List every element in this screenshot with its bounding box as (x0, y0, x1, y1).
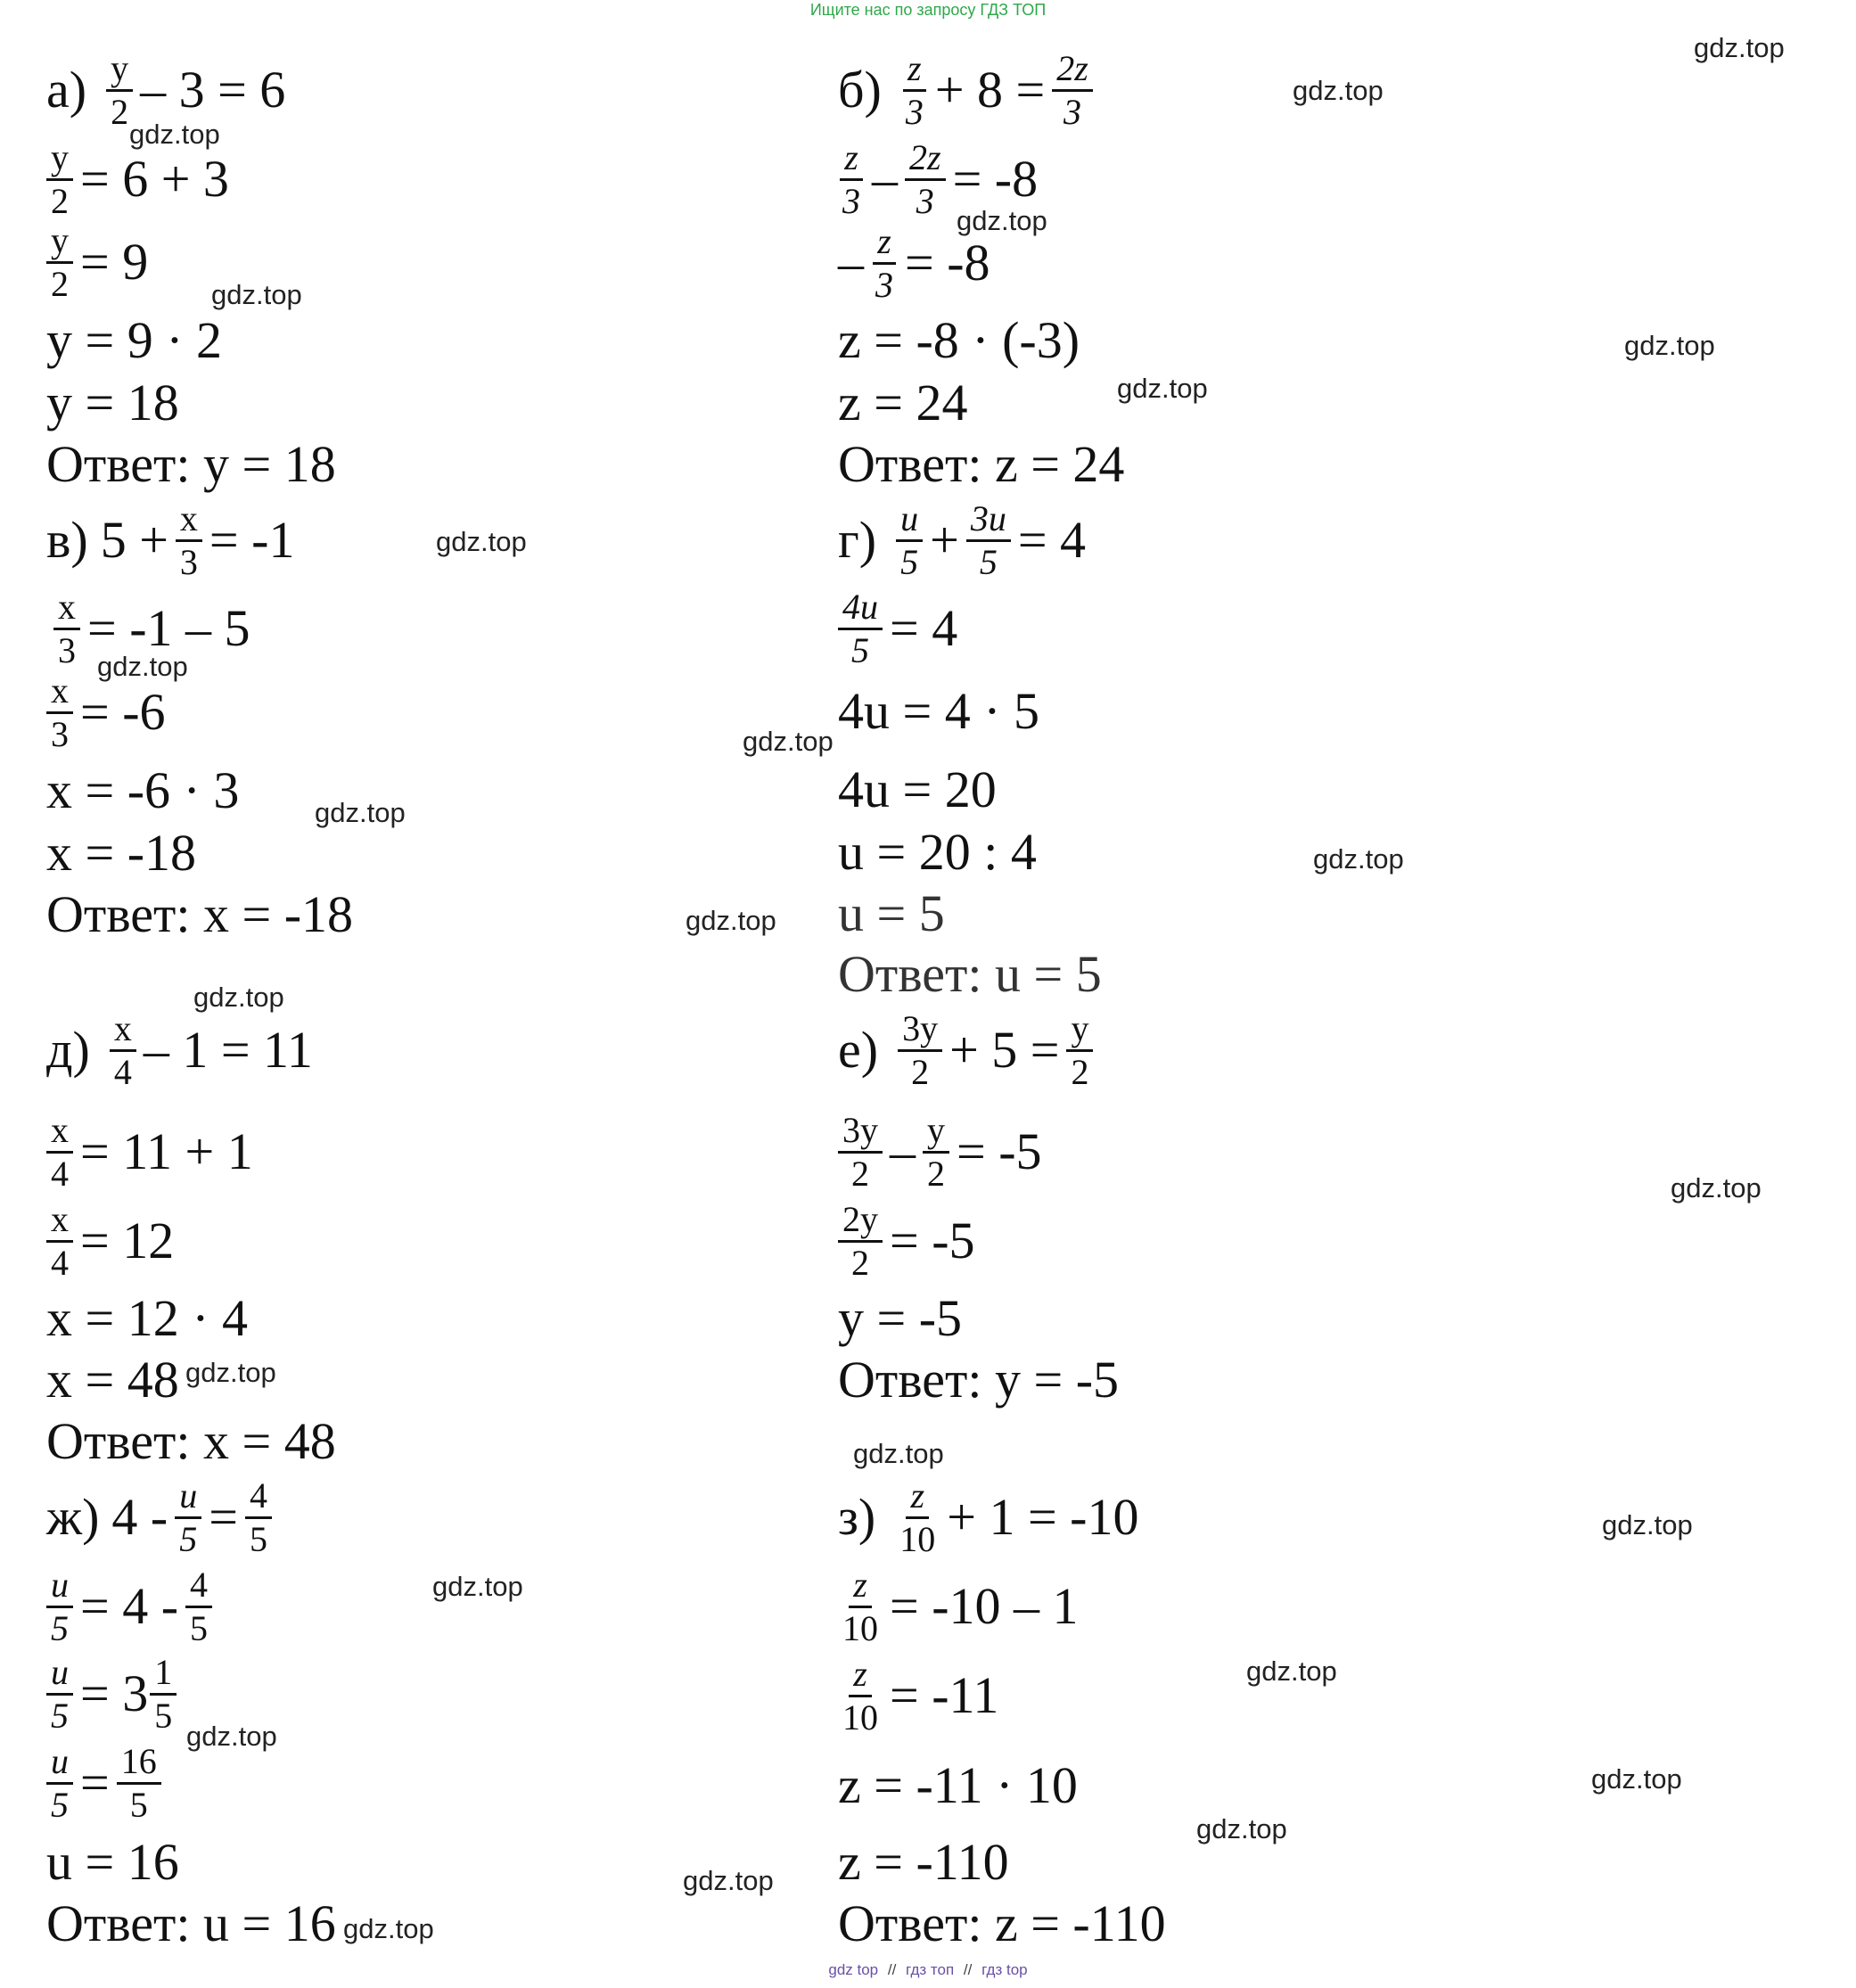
equation-mid: = 3 (80, 1664, 149, 1722)
fraction: $\frac{z}{10}$ (842, 1653, 878, 1737)
fraction: $\frac{16}{5}$ (117, 1744, 161, 1823)
problem-label: з) (838, 1488, 876, 1546)
problem-d-answer: Ответ: x = 48 (46, 1412, 336, 1470)
watermark: gdz.top (315, 797, 406, 828)
problem-label: е) (838, 1021, 879, 1079)
fraction: $\frac{u}{5}$ (175, 1478, 201, 1557)
watermark: gdz.top (1624, 330, 1715, 361)
watermark: gdz.top (1293, 75, 1384, 106)
problem-g-line-5: u = 20 : 4 (838, 823, 1037, 881)
problem-a-line-3 (46, 219, 149, 304)
fraction: $\frac{u}{5}$ (46, 1655, 73, 1734)
watermark: gdz.top (1313, 843, 1404, 875)
problem-b-line-1 (838, 47, 1100, 132)
watermark: gdz.top (686, 905, 776, 936)
watermark: gdz.top (436, 526, 527, 557)
problem-label: в) (46, 511, 88, 569)
fraction: $\frac{x}{4}$ (110, 1011, 136, 1090)
fraction: $\frac{3y}{2}$ (838, 1113, 883, 1192)
problem-g-line-6: u = 5 (838, 884, 945, 942)
problem-zh-answer: Ответ: u = 16 (46, 1894, 336, 1952)
equation-rest: = 4 (1017, 511, 1087, 569)
equation-rest: = 12 (80, 1212, 175, 1269)
fraction: $\frac{z}{3}$ (871, 224, 898, 303)
fraction: $\frac{2y}{2}$ (838, 1202, 883, 1281)
fraction: $\frac{2z}{3}$ (1052, 51, 1093, 130)
problem-zh-line-3 (46, 1651, 184, 1736)
problem-d-line-5: x = 48 (46, 1351, 179, 1409)
fraction: $\frac{u}{5}$ (896, 501, 923, 580)
equation-rest: = -5 (890, 1212, 975, 1269)
fraction: $\frac{z}{3}$ (838, 140, 865, 219)
problem-z-line-4: z = -11 · 10 (838, 1756, 1078, 1814)
fraction: $\frac{y}{2}$ (106, 51, 133, 130)
problem-v-line-3 (46, 672, 166, 752)
footer-link[interactable]: гдз top (981, 1961, 1028, 1978)
equation-mid: – (872, 150, 898, 208)
problem-v-line-5: x = -18 (46, 824, 197, 882)
problem-g-line-4: 4u = 20 (838, 760, 997, 818)
fraction: $\frac{4}{5}$ (245, 1478, 272, 1557)
watermark: gdz.top (97, 651, 188, 682)
fraction: $\frac{y}{2}$ (923, 1113, 949, 1192)
watermark: gdz.top (211, 279, 302, 310)
equation-mid: + 8 = (934, 61, 1046, 119)
fraction: $\frac{y}{2}$ (46, 140, 73, 219)
problem-b-line-5: z = 24 (838, 374, 968, 431)
footer-links (0, 1961, 1856, 1979)
equation-pre: 5 + (100, 511, 168, 569)
problem-label: ж) (46, 1488, 100, 1546)
problem-label: а) (46, 61, 87, 119)
problem-label: д) (46, 1021, 90, 1079)
footer-separator: // (887, 1961, 897, 1978)
watermark: gdz.top (683, 1865, 774, 1896)
equation-pre: – (838, 234, 864, 292)
problem-g-line-1 (838, 497, 1087, 582)
watermark: gdz.top (957, 205, 1047, 236)
problem-v-line-4: x = -6 · 3 (46, 761, 240, 819)
fraction: $\frac{y}{2}$ (1066, 1011, 1093, 1090)
equation-mid: = (80, 1754, 110, 1811)
equation-mid: + 5 = (949, 1021, 1060, 1079)
fraction: $\frac{x}{3}$ (46, 673, 73, 752)
problem-z-line-3 (838, 1655, 998, 1736)
problem-a-line-4: y = 9 · 2 (46, 311, 223, 369)
problem-a-answer: Ответ: y = 18 (46, 435, 336, 493)
problem-e-answer: Ответ: y = -5 (838, 1351, 1120, 1409)
fraction: $\frac{z}{10}$ (899, 1475, 936, 1559)
problem-zh-line-1 (46, 1477, 279, 1557)
equation-rest: = 6 + 3 (80, 150, 229, 208)
problem-zh-line-2 (46, 1566, 219, 1647)
fraction: $\frac{4u}{5}$ (838, 589, 883, 669)
equation-rest: – 3 = 6 (140, 61, 286, 119)
watermark: gdz.top (1591, 1763, 1682, 1795)
watermark: gdz.top (343, 1913, 434, 1944)
watermark: gdz.top (1602, 1509, 1693, 1540)
top-banner[interactable]: Ищите нас по запросу ГДЗ ТОП (809, 1, 1047, 19)
watermark: gdz.top (1117, 373, 1208, 404)
watermark: gdz.top (193, 982, 284, 1013)
equation-rest: = 9 (80, 233, 149, 291)
equation-rest: + 1 = -10 (947, 1488, 1139, 1546)
equation-rest: = -1 – 5 (87, 599, 250, 657)
watermark: gdz.top (186, 1721, 277, 1752)
problem-d-line-3 (46, 1198, 175, 1283)
problem-e-line-3 (838, 1198, 975, 1283)
problem-a-line-5: y = 18 (46, 374, 179, 431)
problem-label: б) (838, 61, 882, 119)
fraction: $\frac{u}{5}$ (46, 1744, 73, 1823)
equation-rest: – 1 = 11 (143, 1021, 313, 1079)
watermark: gdz.top (185, 1357, 276, 1388)
watermark: gdz.top (1671, 1172, 1762, 1203)
fraction: $\frac{4}{5}$ (185, 1567, 212, 1647)
equation-pre: 4 - (111, 1488, 168, 1546)
fraction: $\frac{1}{5}$ (150, 1655, 177, 1734)
equation-rest: = -10 – 1 (890, 1577, 1079, 1635)
problem-e-line-4: y = -5 (838, 1289, 963, 1347)
problem-z-answer: Ответ: z = -110 (838, 1894, 1166, 1952)
footer-link[interactable]: gdz top (828, 1961, 879, 1978)
problem-g-answer: Ответ: u = 5 (838, 945, 1102, 1003)
problem-z-line-2 (838, 1566, 1079, 1647)
problem-z-line-1 (838, 1477, 1138, 1557)
equation-mid: – (890, 1122, 916, 1180)
problem-e-line-2 (838, 1109, 1042, 1194)
problem-zh-line-5: u = 16 (46, 1833, 179, 1891)
fraction: $\frac{y}{2}$ (46, 223, 73, 302)
fraction: $\frac{z}{10}$ (842, 1564, 878, 1648)
problem-d-line-2 (46, 1109, 253, 1194)
problem-g-line-3: 4u = 4 · 5 (838, 682, 1040, 740)
watermark: gdz.top (129, 119, 220, 150)
footer-link[interactable]: гдз топ (906, 1961, 955, 1978)
problem-label: г) (838, 511, 877, 569)
fraction: $\frac{z}{3}$ (901, 51, 928, 130)
equation-rest: = 4 (890, 599, 958, 657)
equation-mid: = 4 - (80, 1577, 179, 1635)
equation-rest: = 11 + 1 (80, 1122, 253, 1180)
equation-rest: = -8 (952, 150, 1039, 208)
problem-g-line-2 (838, 588, 957, 669)
equation-mid: = (209, 1488, 238, 1546)
problem-v-line-1 (46, 497, 295, 582)
fraction: $\frac{3u}{5}$ (966, 501, 1011, 580)
fraction: $\frac{2z}{3}$ (905, 140, 946, 219)
watermark: gdz.top (743, 726, 834, 757)
fraction: $\frac{3y}{2}$ (898, 1011, 942, 1090)
equation-rest: = -6 (80, 683, 166, 741)
problem-z-line-5: z = -110 (838, 1833, 1009, 1891)
equation-rest: = -11 (890, 1666, 999, 1724)
equation-mid: + (930, 511, 959, 569)
equation-rest: = -5 (957, 1122, 1042, 1180)
fraction: $\frac{x}{3}$ (53, 589, 80, 669)
fraction: $\frac{x}{4}$ (46, 1202, 73, 1281)
problem-b-answer: Ответ: z = 24 (838, 435, 1125, 493)
fraction: $\frac{u}{5}$ (46, 1567, 73, 1647)
problem-v-answer: Ответ: x = -18 (46, 885, 354, 943)
footer-separator: // (963, 1961, 973, 1978)
fraction: $\frac{x}{3}$ (176, 501, 202, 580)
problem-a-line-2 (46, 136, 229, 221)
equation-rest: = -8 (905, 234, 990, 292)
equation-rest: = -1 (209, 511, 295, 569)
watermark: gdz.top (1246, 1655, 1337, 1687)
watermark: gdz.top (432, 1571, 523, 1602)
problem-zh-line-4 (46, 1740, 168, 1825)
watermark: gdz.top (1694, 32, 1785, 63)
problem-e-line-1 (838, 1007, 1100, 1092)
watermark: gdz.top (853, 1438, 944, 1469)
problem-b-line-4: z = -8 · (-3) (838, 311, 1080, 369)
problem-d-line-4: x = 12 · 4 (46, 1289, 249, 1347)
watermark: gdz.top (1196, 1813, 1287, 1844)
fraction: $\frac{x}{4}$ (46, 1113, 73, 1192)
problem-d-line-1 (46, 1007, 313, 1092)
